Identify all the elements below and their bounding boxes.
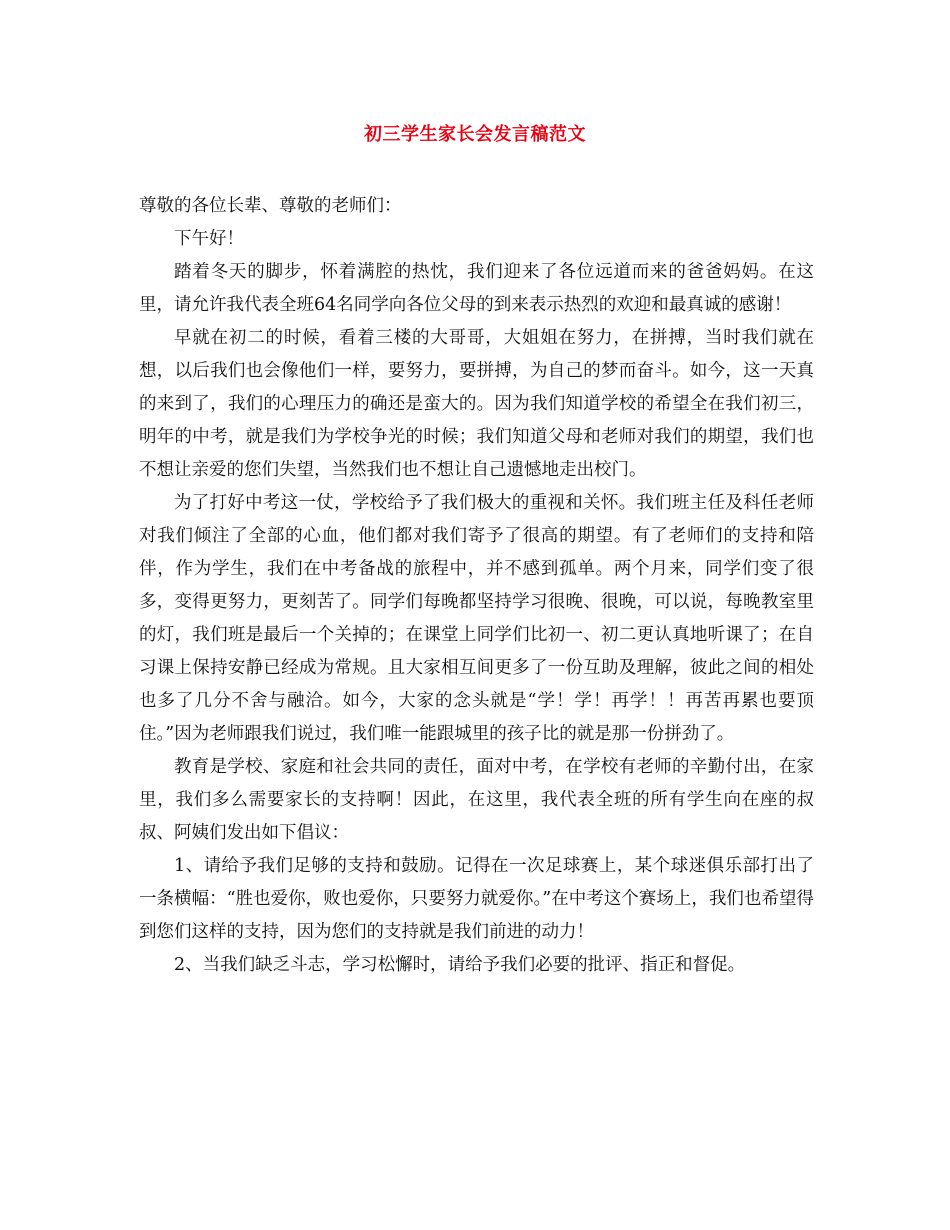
salutation: 尊敬的各位长辈、尊敬的老师们： xyxy=(139,196,402,216)
document-title: 初三学生家长会发言稿范文 xyxy=(364,124,586,145)
paragraph: 下午好！ xyxy=(174,229,244,249)
document-body xyxy=(139,190,814,982)
paragraph: 为了打好中考这一仗，学校给予了我们极大的重视和关怀。我们班主任及科任老师对我们倾注了全部的心血，他们都对我们寄予了很高的期望。有了老师们的支持和陪伴，作为学生，我们在中考备战的旅程中，并不感到孤单。两个月来，同学们变了很多，变得更努力，更刻苦了。同学们每晚都坚持学习很晚、很晚，可以说，每晚教室里的灯，我们班是最后一个关掉的；在课堂上同学们比初一、初二更认真地听课了；在自习课上保持安静已经成为常规。且大家相互间更多了一份互助及理解，彼此之间的相处也多了几分不舍与融洽。如今，大家的念头就是“学！学！再学！！再苦再累也要顶住。”因为老师跟我们说过，我们唯一能跟城里的孩子比的就是那一份拼劲了。 xyxy=(139,493,814,744)
paragraph: 早就在初二的时候，看着三楼的大哥哥，大姐姐在努力，在拼搏，当时我们就在想，以后我们也会像他们一样，要努力，要拼搏，为自己的梦而奋斗。如今，这一天真的来到了，我们的心理压力的确还是蛮大的。因为我们知道学校的希望全在我们初三，明年的中考，就是我们为学校争光的时候；我们知道父母和老师对我们的期望，我们也不想让亲爱的您们失望，当然我们也不想让自己遗憾地走出校门。 xyxy=(139,328,814,480)
paragraph: 教育是学校、家庭和社会共同的责任，面对中考，在学校有老师的辛勤付出，在家里，我们多么需要家长的支持啊！因此，在这里，我代表全班的所有学生向在座的叔叔、阿姨们发出如下倡议： xyxy=(139,757,814,843)
paragraph: 踏着冬天的脚步，怀着满腔的热忱，我们迎来了各位远道而来的爸爸妈妈。在这里，请允许我代表全班64名同学向各位父母的到来表示热烈的欢迎和最真诚的感谢！ xyxy=(139,262,814,315)
paragraph: 2、当我们缺乏斗志，学习松懈时，请给予我们必要的批评、指正和督促。 xyxy=(174,955,746,975)
paragraph: 1、请给予我们足够的支持和鼓励。记得在一次足球赛上，某个球迷俱乐部打出了一条横幅：“胜也爱你，败也爱你，只要努力就爱你。”在中考这个赛场上，我们也希望得到您们这样的支持，因为您们的支持就是我们前进的动力！ xyxy=(139,856,814,942)
